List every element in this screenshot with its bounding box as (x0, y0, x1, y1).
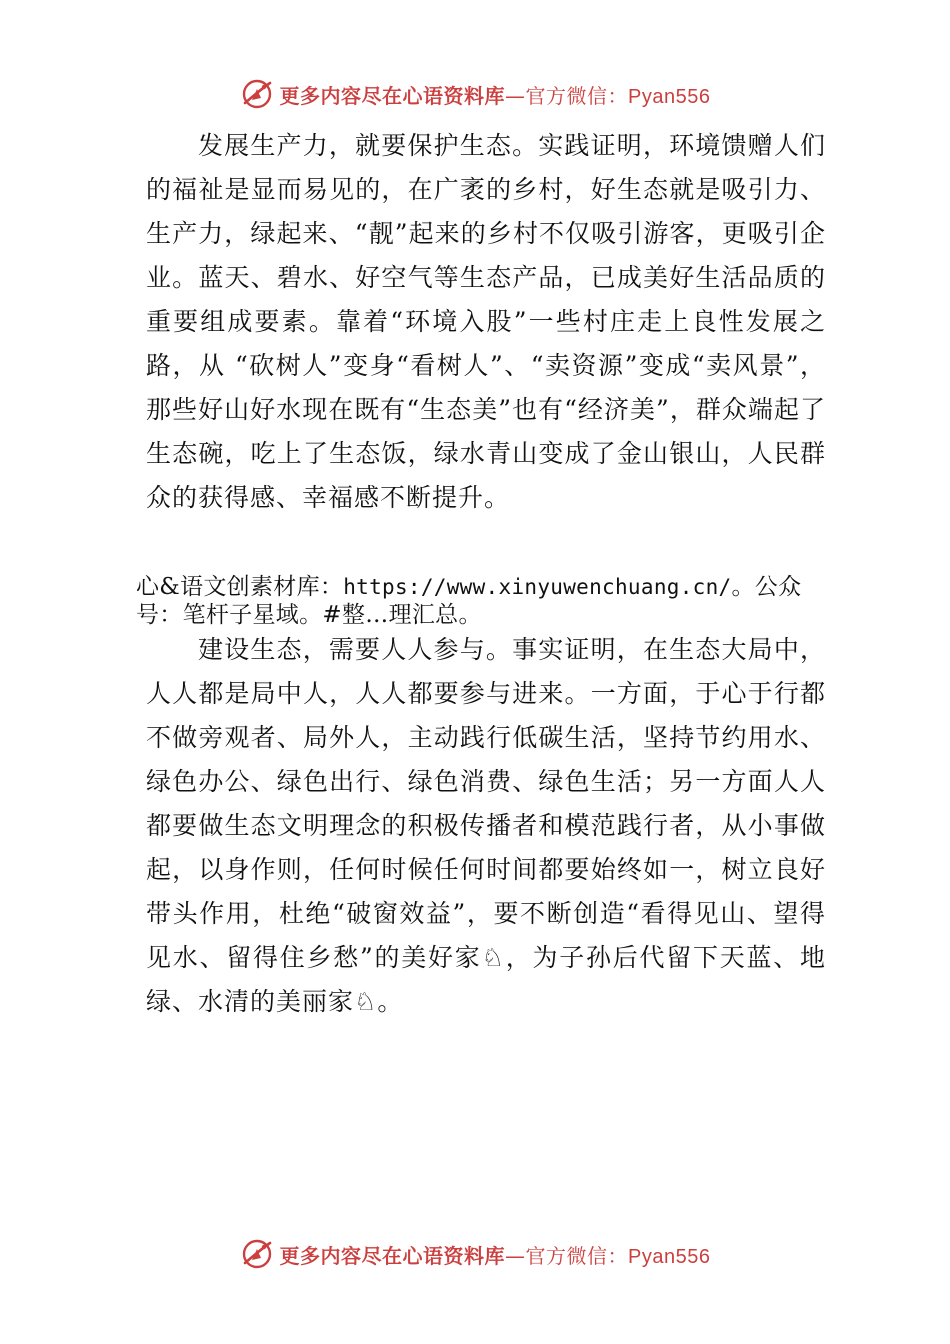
header-banner-id: Pyan556 (628, 85, 711, 108)
source-note-suffix: 。公众号：笔杆子星域。#整…理汇总。 (136, 574, 802, 628)
paragraph-ecology-participation: 建设生态，需要人人参与。事实证明，在生态大局中，人人都是局中人，人人都要参与进来。一方面，于心于行都不做旁观者、局外人，主动践行低碳生活，坚持节约用水、绿色办公、绿色出行、绿色消费、绿色生活；另一方面人人都要做生态文明理念的积极传播者和模范践行者，从小事做起，以身作则，任何时候任何时间都要始终如一，树立良好带头作用，杜绝“破窗效益”，要不断创造“看得见山、望得见水、留得住乡愁”的美好家♘，为子孙后代留下天蓝、地绿、水清的美丽家♘。 (146, 635, 826, 1016)
footer-banner-main: 更多内容尽在心语资料库 (279, 1243, 506, 1268)
header-banner-label: 官方微信： (525, 83, 629, 108)
red-circle-logo-icon (240, 1237, 274, 1271)
footer-banner-text (280, 1240, 711, 1269)
paragraph-ecology-productivity: 发展生产力，就要保护生态。实践证明，环境馈赠人们的福祉是显而易见的，在广袤的乡村，好生态就是吸引力、生产力，绿起来、“靓”起来的乡村不仅吸引游客，更吸引企业。蓝天、碧水、好空气等生态产品，已成美好生活品质的重要组成要素。靠着“环境入股”一些村庄走上良性发展之路，从 “砍树人”变身“看树人”、“卖资源”变成“卖风景”，那些好山好水现在既有“生态美”也有“经济美”，群众端起了生态碗，吃上了生态饭，绿水青山变成了金山银山，人民群众的获得感、幸福感不断提升。 (146, 131, 826, 512)
source-note-prefix: 心&语文创素材库： (136, 574, 344, 600)
footer-banner (0, 1234, 950, 1274)
header-banner-text (280, 80, 711, 109)
header-banner (0, 74, 950, 114)
footer-banner-label: 官方微信： (525, 1243, 629, 1268)
red-circle-logo-icon (240, 77, 274, 111)
header-banner-main: 更多内容尽在心语资料库 (279, 83, 506, 108)
footer-banner-id: Pyan556 (628, 1245, 711, 1268)
source-note-url[interactable]: https://www.xinyuwenchuang.cn/ (343, 575, 732, 599)
header-banner-sep: — (505, 83, 526, 108)
source-note (136, 573, 828, 629)
footer-banner-sep: — (505, 1243, 526, 1268)
